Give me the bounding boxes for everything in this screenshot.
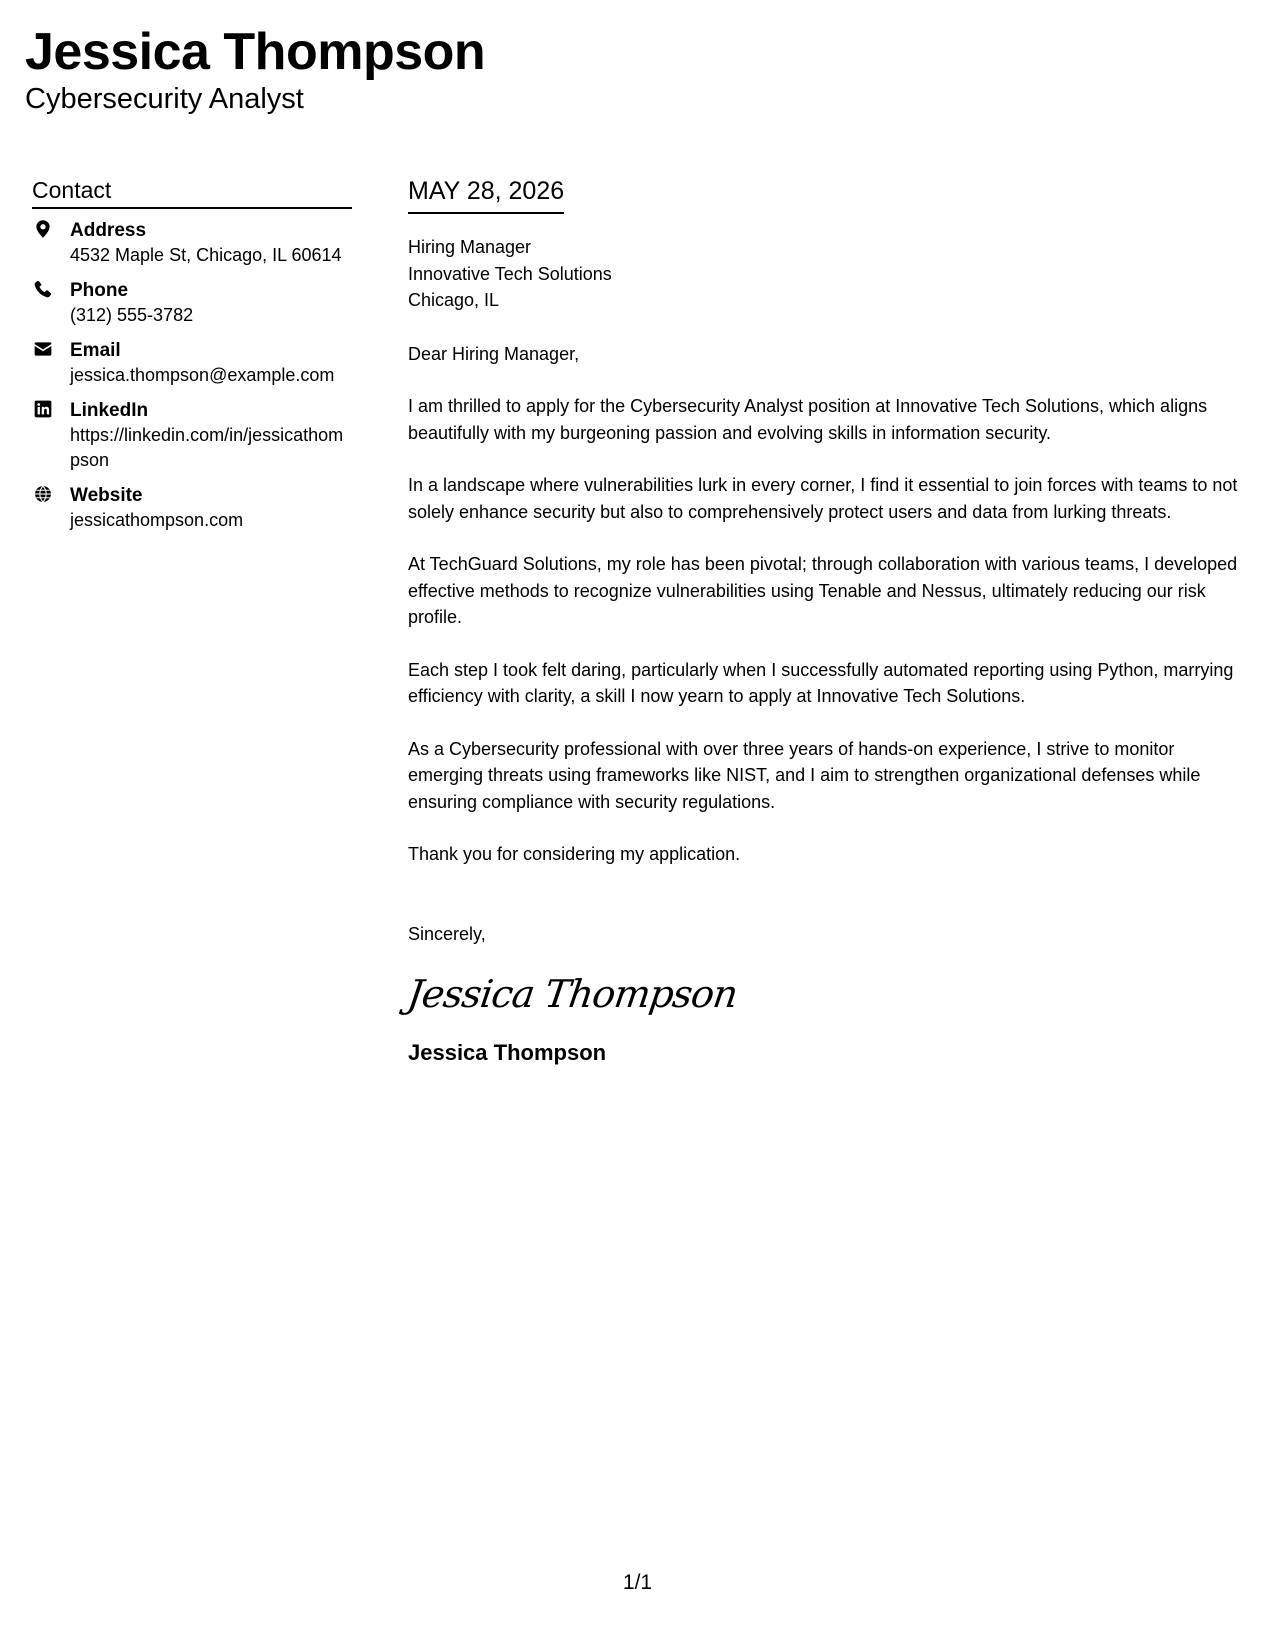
- globe-icon: [32, 484, 54, 506]
- body-paragraph: Each step I took felt daring, particularly when I successfully automated reporting using Python, marrying efficiency with clarity, a skill I now yearn to apply at Innovative Tech Solutions.: [408, 659, 1234, 706]
- contact-item-address: [32, 219, 352, 268]
- contact-label: Website: [70, 485, 143, 506]
- salutation: Dear Hiring Manager,: [408, 343, 580, 364]
- contact-heading: Contact: [32, 176, 352, 209]
- address-value: 4532 Maple St, Chicago, IL 60614: [70, 245, 342, 265]
- letter-date: MAY 28, 2026: [408, 176, 564, 214]
- recipient-location: Chicago, IL: [408, 290, 500, 310]
- handwritten-signature: [404, 971, 1248, 1017]
- contact-label: Email: [70, 340, 121, 361]
- recipient-title: Hiring Manager: [408, 237, 532, 257]
- contact-label: Address: [70, 220, 147, 241]
- letter-body: [404, 176, 1248, 1067]
- signature-script: Jessica Thompson: [404, 972, 740, 1016]
- recipient-company: Innovative Tech Solutions: [408, 263, 612, 284]
- contact-item-email: [32, 339, 352, 388]
- job-title: Cybersecurity Analyst: [25, 83, 304, 115]
- header: [25, 22, 485, 116]
- phone-value: (312) 555-3782: [70, 305, 194, 325]
- contact-item-website: [32, 484, 352, 533]
- map-pin-icon: [32, 219, 54, 241]
- signer-name: Jessica Thompson: [408, 1040, 607, 1065]
- applicant-name: Jessica Thompson: [25, 23, 486, 81]
- website-value[interactable]: jessicathompson.com: [70, 510, 244, 530]
- linkedin-value[interactable]: https://linkedin.com/in/jessicathompson: [70, 425, 344, 470]
- body-paragraph: In a landscape where vulnerabilities lurk in every corner, I find it essential to join forces with teams to not solely enhance security but also to comprehensively protect users and data from lurking threats.: [408, 475, 1238, 522]
- linkedin-icon: [32, 399, 54, 421]
- email-value[interactable]: jessica.thompson@example.com: [70, 365, 335, 385]
- page-number: 1/1: [622, 1571, 653, 1594]
- contact-item-phone: [32, 279, 352, 328]
- contact-label: LinkedIn: [70, 400, 149, 421]
- contact-item-linkedin: [32, 399, 352, 473]
- contact-sidebar: [32, 176, 352, 544]
- recipient-block: [408, 234, 1248, 314]
- thank-you-line: Thank you for considering my application.: [408, 844, 741, 864]
- contact-label: Phone: [70, 280, 129, 301]
- body-paragraph: At TechGuard Solutions, my role has been pivotal; through collaboration with various teams, I developed effective methods to recognize vulnerabilities using Tenable and Nessus, ultimately reducing our risk profile.: [408, 554, 1238, 627]
- body-paragraph: I am thrilled to apply for the Cybersecurity Analyst position at Innovative Tech Solutions, which aligns beautifully with my burgeoning passion and evolving skills in information security.: [408, 396, 1208, 443]
- envelope-icon: [32, 339, 54, 361]
- body-paragraph: As a Cybersecurity professional with over three years of hands-on experience, I strive to monitor emerging threats using frameworks like NIST, and I aim to strengthen organizational defenses while ensuring compliance with security regulations.: [408, 738, 1201, 812]
- closing: Sincerely,: [408, 923, 486, 944]
- phone-icon: [32, 279, 54, 301]
